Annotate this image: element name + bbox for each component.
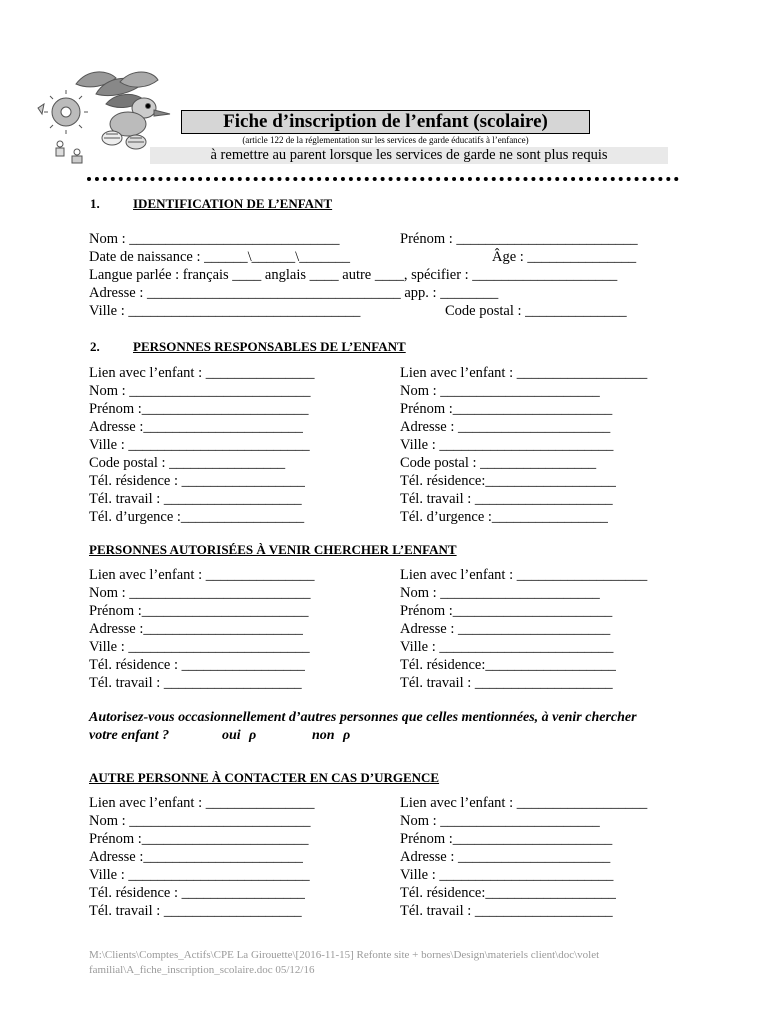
form-title: Fiche d’inscription de l’enfant (scolaire) <box>181 110 590 134</box>
emergency1-field[interactable]: Tél. travail : ___________________ <box>89 903 302 919</box>
resp1-field[interactable]: Lien avec l’enfant : _______________ <box>89 365 315 381</box>
resp2-field[interactable]: Code postal : ________________ <box>400 455 597 471</box>
authorization-question: Autorisez-vous occasionnellement d’autres personnes que celles mentionnées, à venir chercher <box>89 710 637 725</box>
non-label: non <box>312 728 335 743</box>
authorized1-field[interactable]: Adresse :______________________ <box>89 621 303 637</box>
resp2-field[interactable]: Tél. résidence:__________________ <box>400 473 616 489</box>
emergency2-field[interactable]: Ville : ________________________ <box>400 867 614 883</box>
resp1-field[interactable]: Ville : _________________________ <box>89 437 310 453</box>
oui-checkbox[interactable]: ρ <box>249 728 257 743</box>
authorized1-field[interactable]: Prénom :_______________________ <box>89 603 309 619</box>
resp1-field[interactable]: Code postal : ________________ <box>89 455 286 471</box>
authorized1-field[interactable]: Tél. travail : ___________________ <box>89 675 302 691</box>
resp2-field[interactable]: Prénom :______________________ <box>400 401 613 417</box>
emergency2-field[interactable]: Lien avec l’enfant : __________________ <box>400 795 648 811</box>
resp2-field[interactable]: Ville : ________________________ <box>400 437 614 453</box>
resp1-field[interactable]: Tél. travail : ___________________ <box>89 491 302 507</box>
section1-title: IDENTIFICATION DE L’ENFANT <box>133 196 333 211</box>
child-nom-field[interactable]: Nom : _____________________________ <box>89 231 340 247</box>
section4-title: AUTRE PERSONNE À CONTACTER EN CAS D’URGENCE <box>89 770 440 785</box>
footer-file-name: familial\A_fiche_inscription_scolaire.doc 05/12/16 <box>89 964 315 976</box>
resp1-field[interactable]: Tél. d’urgence :_________________ <box>89 509 305 525</box>
authorized2-field[interactable]: Tél. résidence:__________________ <box>400 657 616 673</box>
authorization-question-end: votre enfant ? <box>89 728 170 743</box>
authorized1-field[interactable]: Nom : _________________________ <box>89 585 311 601</box>
non-checkbox[interactable]: ρ <box>343 728 351 743</box>
authorized2-field[interactable]: Nom : ______________________ <box>400 585 600 601</box>
authorized2-field[interactable]: Tél. travail : ___________________ <box>400 675 613 691</box>
emergency2-field[interactable]: Tél. travail : ___________________ <box>400 903 613 919</box>
resp2-field[interactable]: Lien avec l’enfant : __________________ <box>400 365 648 381</box>
child-city-field[interactable]: Ville : ________________________________ <box>89 303 361 319</box>
resp1-field[interactable]: Adresse :______________________ <box>89 419 303 435</box>
emergency1-field[interactable]: Nom : _________________________ <box>89 813 311 829</box>
child-address-field[interactable]: Adresse : ___________________________________ app. : ________ <box>89 285 499 301</box>
child-postal-code-field[interactable]: Code postal : ______________ <box>445 303 627 319</box>
emergency1-field[interactable]: Prénom :_______________________ <box>89 831 309 847</box>
emergency2-field[interactable]: Prénom :______________________ <box>400 831 613 847</box>
form-notice: à remettre au parent lorsque les services de garde ne sont plus requis <box>150 147 668 164</box>
authorized2-field[interactable]: Ville : ________________________ <box>400 639 614 655</box>
resp1-field[interactable]: Prénom :_______________________ <box>89 401 309 417</box>
emergency1-field[interactable]: Lien avec l’enfant : _______________ <box>89 795 315 811</box>
emergency2-field[interactable]: Nom : ______________________ <box>400 813 600 829</box>
section2-title: PERSONNES RESPONSABLES DE L’ENFANT <box>133 339 406 354</box>
authorized2-field[interactable]: Prénom :______________________ <box>400 603 613 619</box>
oui-label: oui <box>222 728 241 743</box>
emergency1-field[interactable]: Ville : _________________________ <box>89 867 310 883</box>
footer-file-path: M:\Clients\Comptes_Actifs\CPE La Girouette\[2016-11-15] Refonte site + bornes\Design\materiels client\doc\volet <box>89 949 600 961</box>
child-prenom-field[interactable]: Prénom : _________________________ <box>400 231 638 247</box>
dotted-divider <box>87 177 679 181</box>
authorized1-field[interactable]: Lien avec l’enfant : _______________ <box>89 567 315 583</box>
emergency1-field[interactable]: Adresse :______________________ <box>89 849 303 865</box>
authorized2-field[interactable]: Lien avec l’enfant : __________________ <box>400 567 648 583</box>
emergency1-field[interactable]: Tél. résidence : _________________ <box>89 885 305 901</box>
resp2-field[interactable]: Nom : ______________________ <box>400 383 600 399</box>
child-age-field[interactable]: Âge : _______________ <box>492 249 637 265</box>
authorized1-field[interactable]: Ville : _________________________ <box>89 639 310 655</box>
resp2-field[interactable]: Tél. travail : ___________________ <box>400 491 613 507</box>
emergency2-field[interactable]: Tél. résidence:__________________ <box>400 885 616 901</box>
child-language-field[interactable]: Langue parlée : français ____ anglais ____ autre ____, spécifier : ____________________ <box>89 267 618 283</box>
resp1-field[interactable]: Nom : _________________________ <box>89 383 311 399</box>
section2-number: 2. <box>90 339 100 354</box>
emergency2-field[interactable]: Adresse : _____________________ <box>400 849 611 865</box>
section3-title: PERSONNES AUTORISÉES À VENIR CHERCHER L’ENFANT <box>89 542 457 557</box>
child-birthdate-field[interactable]: Date de naissance : ______\______\_______ <box>89 249 350 265</box>
section1-number: 1. <box>90 196 100 211</box>
form-subtitle: (article 122 de la réglementation sur les services de garde éducatifs à l’enfance) <box>242 135 529 145</box>
authorized2-field[interactable]: Adresse : _____________________ <box>400 621 611 637</box>
resp1-field[interactable]: Tél. résidence : _________________ <box>89 473 305 489</box>
resp2-field[interactable]: Adresse : _____________________ <box>400 419 611 435</box>
authorized1-field[interactable]: Tél. résidence : _________________ <box>89 657 305 673</box>
resp2-field[interactable]: Tél. d’urgence :________________ <box>400 509 608 525</box>
